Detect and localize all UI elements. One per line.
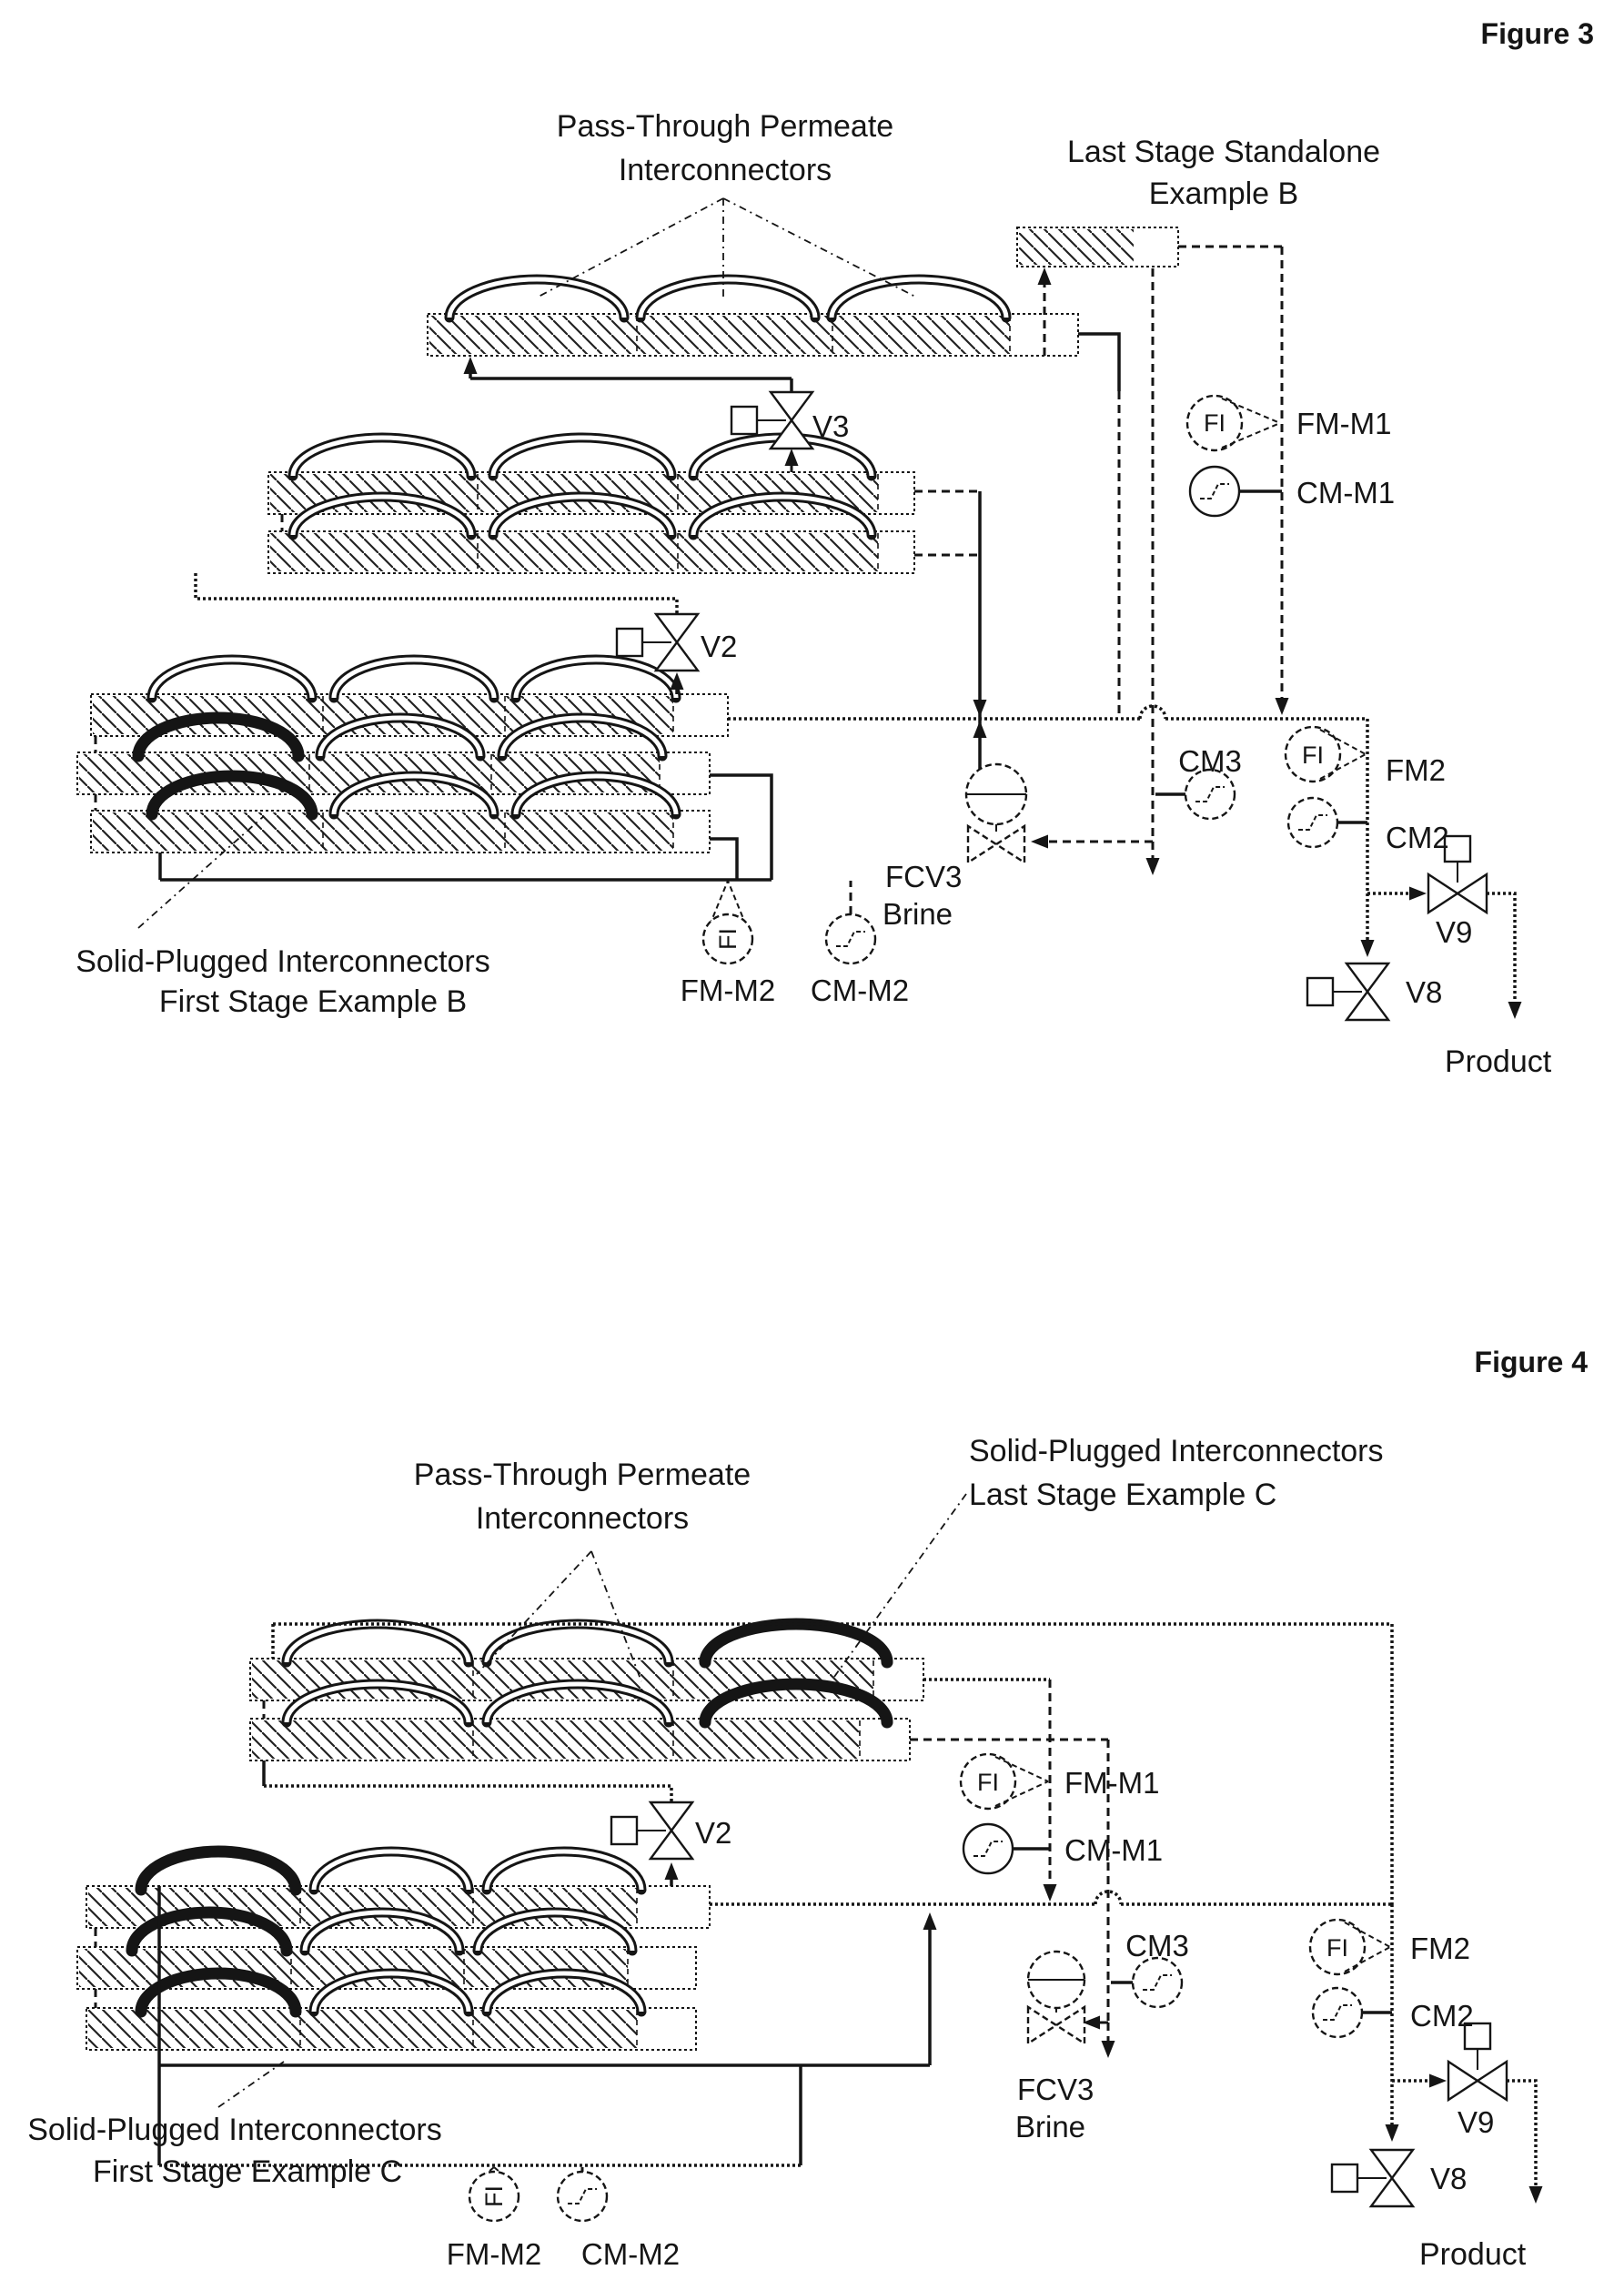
pipe: [710, 839, 737, 880]
fig4-fm-m2-fi-text: FI: [480, 2185, 508, 2207]
fig3-v8-valve-icon: [1307, 963, 1388, 1020]
flow-arrow-icon: [923, 1912, 937, 1930]
fig4-v9-label: V9: [1458, 2105, 1495, 2139]
fig3-fcv3-label: FCV3: [885, 860, 963, 893]
figure3-title: Figure 3: [1480, 17, 1594, 50]
flow-arrow-icon: [1038, 267, 1052, 285]
fig4-v2-label: V2: [695, 1816, 732, 1850]
flow-arrow-icon: [1102, 2041, 1115, 2058]
flow-arrow-icon: [464, 357, 478, 374]
pipe: [1507, 2081, 1536, 2191]
open-crescent-arc: [493, 438, 671, 476]
fig4-cm2-meter-icon: [1313, 1988, 1362, 2037]
solid-crescent-arc: [141, 1973, 296, 2012]
fig4-fcv3-label: FCV3: [1017, 2073, 1094, 2106]
fig4-passthrough-label-line2: Interconnectors: [475, 1501, 690, 1536]
fig4-laststage-label-line2: Last Stage Example C: [969, 1478, 1277, 1512]
open-crescent-arc: [293, 438, 471, 476]
fig4-leader-line: [834, 1494, 966, 1677]
fig3-brine-label: Brine: [883, 897, 953, 931]
flow-arrow-icon: [785, 449, 799, 466]
fig4-cm2-label: CM2: [1410, 1999, 1474, 2033]
fig4-cm-m2-label: CM-M2: [580, 2237, 681, 2271]
fig3-solidplugged-label-line2: First Stage Example B: [158, 984, 468, 1019]
flow-arrow-icon: [1361, 940, 1375, 957]
pipe: [710, 775, 772, 880]
solid-crescent-arc: [705, 1684, 887, 1722]
fig4-fm-m1-label: FM-M1: [1064, 1766, 1160, 1800]
fig3-fm-m2-meter-icon: [703, 881, 752, 963]
flow-arrow-icon: [1529, 2186, 1543, 2204]
fig3-fm-m1-meter-icon: [1187, 396, 1280, 450]
fig3-v3-label: V3: [812, 409, 850, 443]
flow-arrow-icon: [1508, 1002, 1522, 1019]
pipe: [264, 1786, 671, 1801]
fig3-fm2-fi-text: FI: [1302, 742, 1324, 769]
fig4-v8-label: V8: [1430, 2162, 1468, 2195]
open-crescent-arc: [449, 279, 624, 318]
fig4-brine-label: Brine: [1015, 2110, 1086, 2144]
fig4-fm-m1-meter-icon: [961, 1754, 1048, 1809]
fig4-v8-valve-icon: [1332, 2150, 1413, 2206]
fig3-laststage-label-line1: Last Stage Standalone: [1066, 135, 1381, 169]
fig3-fm2-label: FM2: [1386, 753, 1446, 787]
fig4-fm-m1-fi-text: FI: [977, 1769, 999, 1796]
fig3-v8-label: V8: [1406, 975, 1443, 1009]
fig4-cm-m1-label: CM-M1: [1064, 1833, 1164, 1867]
open-crescent-arc: [832, 279, 1006, 318]
figure4-title: Figure 4: [1474, 1346, 1588, 1378]
open-crescent-arc: [152, 660, 312, 698]
fig4-fm2-fi-text: FI: [1326, 1934, 1348, 1962]
solid-crescent-arc: [705, 1624, 887, 1662]
open-crescent-arc: [287, 1624, 469, 1662]
fig3-fm-m2-fi-text: FI: [714, 928, 741, 950]
flow-arrow-icon: [1031, 835, 1048, 849]
fig4-product-label: Product: [1419, 2237, 1527, 2272]
flow-arrow-icon: [1409, 887, 1427, 901]
fig4-leader-line: [477, 1551, 591, 1674]
open-crescent-arc: [487, 1851, 641, 1890]
fig3-fm2-meter-icon: [1286, 727, 1366, 782]
solid-crescent-arc: [132, 1912, 287, 1951]
flow-arrow-icon: [1146, 858, 1160, 875]
fig3-cm-m1-meter-icon: [1190, 467, 1239, 516]
fig4-fm2-label: FM2: [1410, 1932, 1470, 1965]
fig3-fcv3-valve-icon: [966, 764, 1026, 863]
open-crescent-arc: [334, 660, 494, 698]
fig3-cm2-meter-icon: [1288, 798, 1337, 847]
fig4-fm-m2-label: FM-M2: [446, 2237, 542, 2271]
fig4-fm2-meter-icon: [1310, 1920, 1390, 1974]
fig4-cm3-meter-icon: [1133, 1958, 1182, 2007]
fig3-product-label: Product: [1445, 1044, 1552, 1079]
pipe: [1487, 893, 1515, 1006]
flow-arrow-icon: [1276, 698, 1289, 715]
fig3-fm-m1-fi-text: FI: [1204, 409, 1226, 437]
fig3-solidplugged-label-line1: Solid-Plugged Interconnectors: [76, 944, 490, 979]
flow-arrow-icon: [665, 1862, 679, 1880]
fig4-fcv3-valve-icon: [1028, 1952, 1084, 2043]
fig3-fm-m2-label: FM-M2: [680, 974, 776, 1007]
fig4-cm-m1-meter-icon: [963, 1824, 1013, 1873]
fig3-passthrough-label-line1: Pass-Through Permeate: [556, 109, 894, 144]
fig4-firststage-label-line2: First Stage Example C: [92, 2154, 403, 2189]
fig4-cm3-label: CM3: [1125, 1929, 1189, 1962]
fig3-fm-m1-label: FM-M1: [1296, 407, 1392, 440]
fig3-last-stage-standalone-vessel: [1017, 227, 1178, 267]
pipe: [1078, 334, 1119, 391]
fig4-leader-line: [218, 2062, 284, 2107]
fig3-cm2-label: CM2: [1386, 821, 1449, 854]
fig3-cm-m2-label: CM-M2: [810, 974, 910, 1007]
fig4-v9-valve-icon: [1448, 2023, 1507, 2100]
flow-arrow-icon: [1429, 2074, 1447, 2088]
fig4-passthrough-label-line1: Pass-Through Permeate: [413, 1458, 751, 1492]
solid-crescent-arc: [141, 1851, 296, 1890]
open-crescent-arc: [641, 279, 815, 318]
fig3-v2-label: V2: [701, 630, 738, 663]
pipe: [196, 573, 677, 613]
fig3-cm-m2-meter-icon: [826, 914, 875, 963]
fig3-cm3-label: CM3: [1178, 744, 1242, 778]
fig3-v9-label: V9: [1436, 915, 1473, 949]
open-crescent-arc: [487, 1624, 669, 1662]
fig3-stage3-vessel: [428, 279, 1078, 356]
flow-arrow-icon: [1386, 2124, 1399, 2142]
fig4-laststage-label-line1: Solid-Plugged Interconnectors: [969, 1434, 1384, 1468]
fig4-firststage-label-line1: Solid-Plugged Interconnectors: [27, 2113, 442, 2147]
fig3-laststage-label-line2: Example B: [1148, 177, 1299, 211]
fig3-cm-m1-label: CM-M1: [1296, 476, 1396, 509]
fig4-cm-m2-meter-icon: [558, 2172, 607, 2221]
open-crescent-arc: [314, 1851, 469, 1890]
fig4-v2-valve-icon: [611, 1802, 692, 1859]
fig3-passthrough-label-line2: Interconnectors: [618, 153, 832, 187]
open-crescent-arc: [516, 660, 676, 698]
flow-arrow-icon: [1044, 1884, 1057, 1902]
